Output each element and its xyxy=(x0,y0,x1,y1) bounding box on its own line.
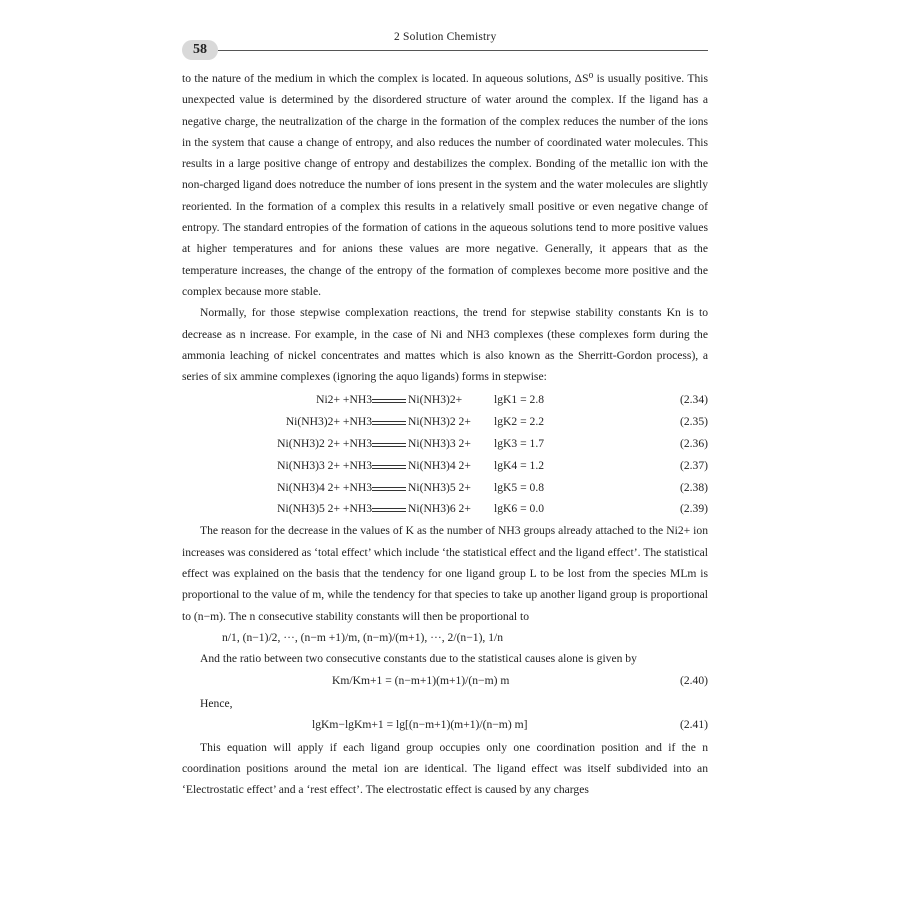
reaction-equation xyxy=(182,433,708,455)
equation-constant: lgK6 = 0.0 xyxy=(494,502,545,516)
equation-2-41 xyxy=(182,714,708,737)
equation-product: Ni(NH3)6 2+ xyxy=(408,502,471,516)
equilibrium-sign xyxy=(372,443,406,444)
equation-reactants: Ni2+ +NH3 xyxy=(316,393,372,407)
equation-2-40 xyxy=(182,670,708,693)
page-number: 58 xyxy=(182,40,218,60)
equation-number: (2.38) xyxy=(679,480,708,494)
equation-constant: lgK5 = 0.8 xyxy=(494,480,545,494)
equation-number: (2.34) xyxy=(679,393,708,407)
equation-number: (2.39) xyxy=(679,502,708,516)
equation-number: (2.36) xyxy=(679,437,708,451)
equation-2-41-expr: lgKm−lgKm+1 = lg[(n−m+1)(m+1)/(n−m) m] xyxy=(312,717,528,731)
equation-reactants: Ni(NH3)3 2+ +NH3 xyxy=(277,458,372,472)
hence-label: Hence, xyxy=(200,696,233,710)
proportionality-sequence: n/1, (n−1)/2, ···, (n−m +1)/m, (n−m)/(m+1), ···, 2/(n−1), 1/n xyxy=(222,630,504,644)
equation-product: Ni(NH3)5 2+ xyxy=(408,480,471,494)
equation-2-40-number: (2.40) xyxy=(679,673,708,687)
reaction-equation xyxy=(182,455,708,477)
equation-product: Ni(NH3)2+ xyxy=(408,393,463,407)
equation-product: Ni(NH3)4 2+ xyxy=(408,458,471,472)
paragraph-ratio: And the ratio between two consecutive constants due to the statistical causes alone is given by xyxy=(200,652,637,666)
equation-product: Ni(NH3)2 2+ xyxy=(408,415,471,429)
equation-2-41-number: (2.41) xyxy=(679,717,708,731)
equilibrium-sign xyxy=(372,421,406,422)
equilibrium-sign xyxy=(372,487,406,488)
paragraph-entropy: to the nature of the medium in which the complex is located. In aqueous solutions, ΔS⁰ is usually positive. This unexpected value is determined by the disordered structure of water around the complex. If the ligand has a negative charge, the neutralization of the charge in the formation of the complex reduces the number of the ions in the system that cause a change of entropy, and also reduces the number of coordinated water molecules. This results in a large positive change of entropy and destabilizes the complex. Bonding of the metallic ion with the non-charged ligand does notreduce the number of ions present in the system and the water molecules are slightly reoriented. In the formation of a complex this results in a relatively small positive or even negative change of entropy. The standard entropies of the formation of cations in the aqueous solutions tend to more positive values at higher temperatures and for anions these values are more negative. Generally, it appears that as the temperature increases, the change of the entropy of the formation of complexes become more positive and the complex because more stable. xyxy=(182,72,708,298)
equation-reactants: Ni(NH3)2 2+ +NH3 xyxy=(277,437,372,451)
header-rule xyxy=(218,50,708,51)
paragraph-stepwise: Normally, for those stepwise complexation reactions, the trend for stepwise stability constants Kn is to decrease as n increase. For example, in the case of Ni and NH3 complexes (these complexes form during the ammonia leaching of nickel concentrates and mattes which is also known as the Sherritt-Gordon process), a series of six ammine complexes (ignoring the aquo ligands) forms in stepwise: xyxy=(182,306,708,384)
page-header xyxy=(182,30,708,60)
equilibrium-sign xyxy=(372,465,406,466)
equation-constant: lgK1 = 2.8 xyxy=(494,393,545,407)
running-title: 2 Solution Chemistry xyxy=(394,31,497,43)
equation-reactants: Ni(NH3)2+ +NH3 xyxy=(285,415,372,429)
equilibrium-sign xyxy=(372,508,406,509)
equation-constant: lgK3 = 1.7 xyxy=(494,437,545,451)
equation-reactants: Ni(NH3)4 2+ +NH3 xyxy=(277,480,372,494)
equation-product: Ni(NH3)3 2+ xyxy=(408,437,471,451)
reaction-equation xyxy=(182,498,708,520)
equation-2-40-expr: Km/Km+1 = (n−m+1)(m+1)/(n−m) m xyxy=(332,673,510,687)
reaction-equation xyxy=(182,411,708,433)
reaction-equation xyxy=(182,389,708,411)
paragraph-ligand-effect: This equation will apply if each ligand group occupies only one coordination position and if the n coordination positions around the metal ion are identical. The ligand effect was itself subdivided into an ‘Electrostatic effect’ and a ‘rest effect’. The electrostatic effect is caused by any charges xyxy=(182,740,708,797)
page-body xyxy=(182,68,708,801)
equation-constant: lgK4 = 1.2 xyxy=(494,458,545,472)
equation-number: (2.35) xyxy=(679,415,708,429)
equation-block xyxy=(182,389,708,520)
equilibrium-sign xyxy=(372,399,406,400)
paragraph-total-effect: The reason for the decrease in the values of K as the number of NH3 groups already attached to the Ni2+ ion increases was considered as ‘total effect’ which include ‘the statistical effect and the ligand effect’. The statistical effect was explained on the basis that the tendency for one ligand group L to be lost from the species MLm is proportional to the value of m, while the tendency for that species to take up another ligand group is proportional to (n−m). The n consecutive stability constants will then be proportional to xyxy=(182,524,708,623)
equation-number: (2.37) xyxy=(679,458,708,472)
reaction-equation xyxy=(182,477,708,499)
equation-constant: lgK2 = 2.2 xyxy=(494,415,545,429)
equation-reactants: Ni(NH3)5 2+ +NH3 xyxy=(277,502,372,516)
